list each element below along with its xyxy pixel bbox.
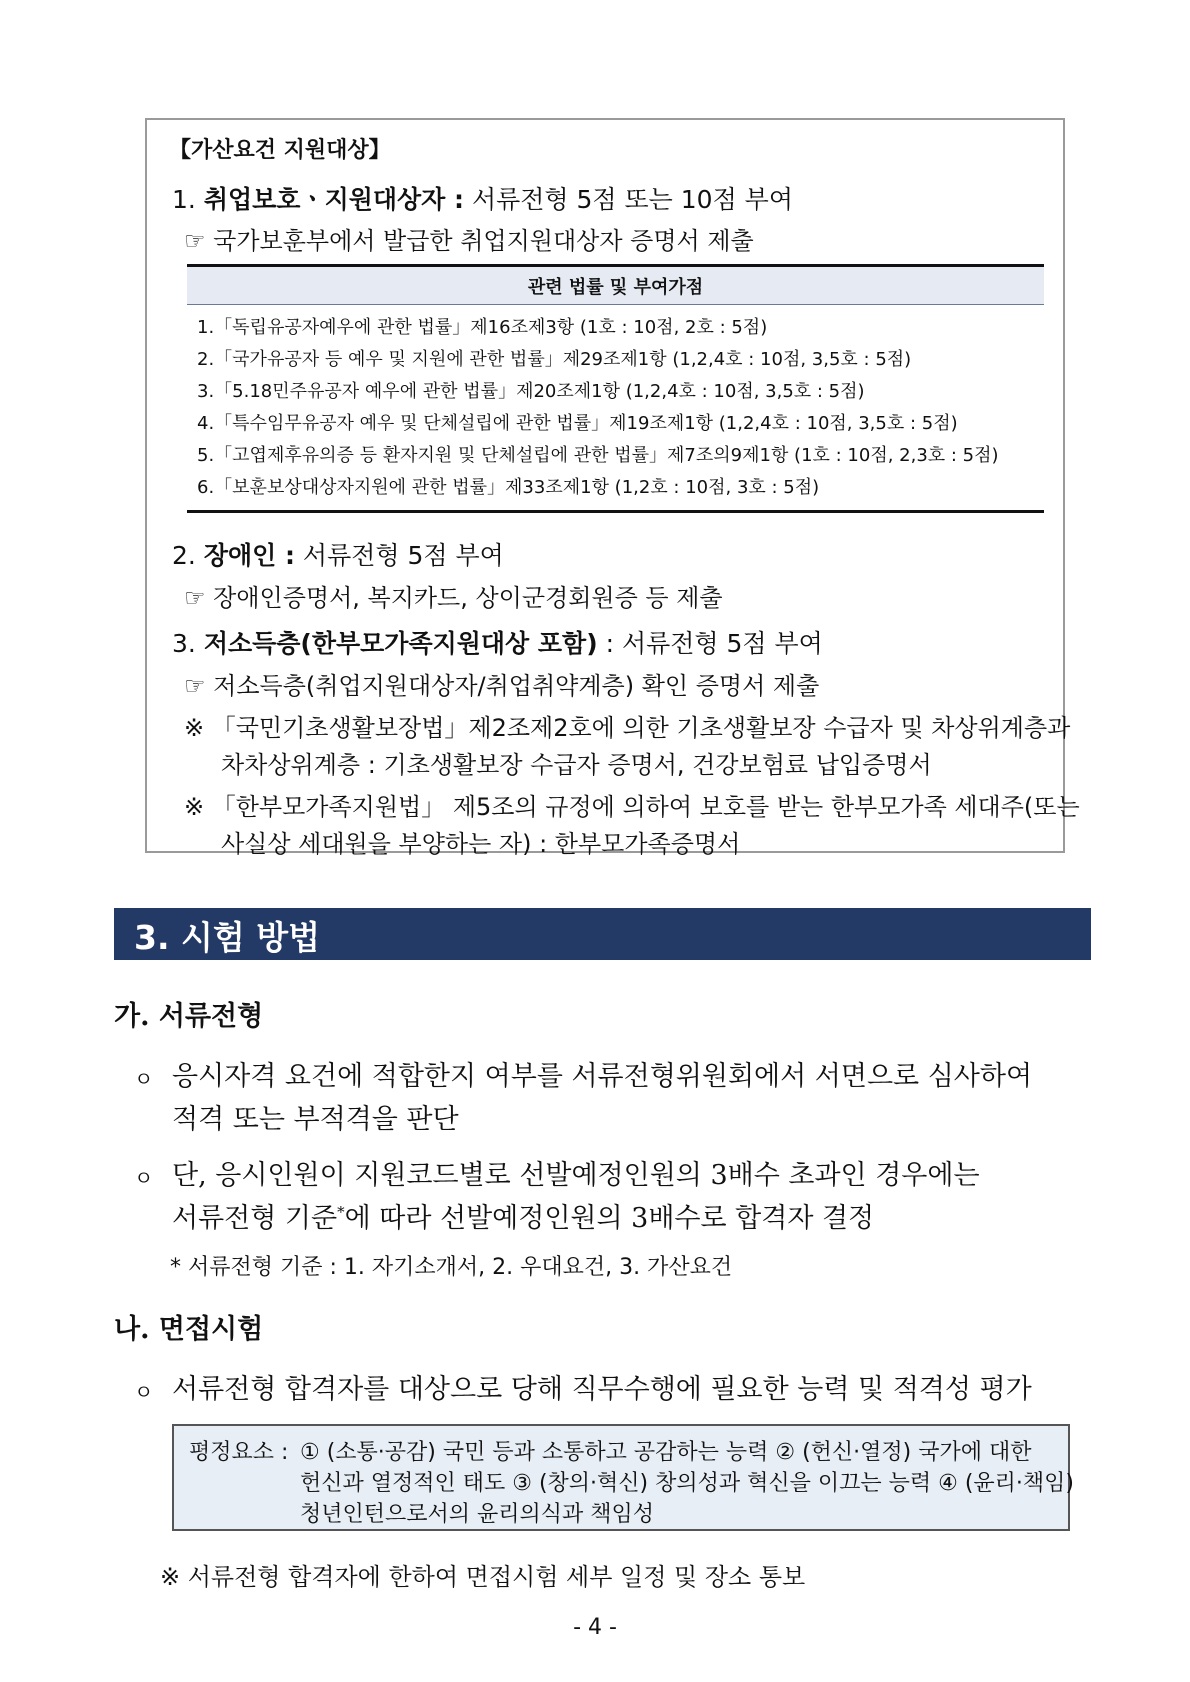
- bullet-icon: ㅇ: [134, 1067, 154, 1091]
- item-3-note: ☞ 저소득층(취업지원대상자/취업취약계층) 확인 증명서 제출: [184, 672, 820, 700]
- law-item-5: 5.「고엽제후유의증 등 환자지원 및 단체설립에 관한 법률」제7조의9제1항 (1호 : 10점, 2,3호 : 5점): [197, 445, 999, 466]
- footnote-marker: *: [337, 1203, 345, 1221]
- evaluation-line-3: 청년인턴으로서의 윤리의식과 책임성: [300, 1502, 655, 1527]
- law-item-3: 3.「5.18민주유공자 예우에 관한 법률」제20조제1항 (1,2,4호 : 10점, 3,5호 : 5점): [197, 381, 865, 402]
- criteria-rest: 에 따라 선발예정인원의 3배수로 합격자 결정: [344, 1203, 875, 1234]
- item-3-text: : 서류전형 5점 부여: [605, 629, 823, 658]
- section-title: 3. 시험 방법: [134, 918, 320, 957]
- item-3-reference-1b: 차차상위계층 : 기초생활보장 수급자 증명서, 건강보험료 납입증명서: [221, 751, 932, 779]
- subsection-b-para-1: 서류전형 합격자를 대상으로 당해 직무수행에 필요한 능력 및 적격성 평가: [172, 1374, 1032, 1405]
- law-table-bottom-rule: [187, 510, 1044, 513]
- item-1-heading: 취업보호ㆍ지원대상자 :: [203, 185, 465, 214]
- item-2-note: ☞ 장애인증명서, 복지카드, 상이군경회원증 등 제출: [184, 584, 723, 612]
- interview-notice: ※ 서류전형 합격자에 한하여 면접시험 세부 일정 및 장소 통보: [160, 1563, 806, 1591]
- subsection-a-para-1a: 응시자격 요건에 적합한지 여부를 서류전형위원회에서 서면으로 심사하여: [172, 1061, 1033, 1092]
- criteria-term: 서류전형 기준: [172, 1203, 338, 1234]
- item-1: [172, 180, 793, 216]
- evaluation-label: 평정요소 :: [189, 1440, 289, 1465]
- item-3-heading: 저소득층(한부모가족지원대상 포함): [203, 629, 598, 658]
- page-number: - 4 -: [573, 1615, 617, 1640]
- item-2: [172, 536, 504, 572]
- box-title: 【가산요건 지원대상】: [169, 138, 391, 163]
- bullet-icon: ㅇ: [134, 1166, 154, 1190]
- item-3-reference-2a: ※ 「한부모가족지원법」 제5조의 규정에 의하여 보호를 받는 한부모가족 세대주(또는: [184, 793, 1080, 821]
- item-3-reference-2b: 사실상 세대원을 부양하는 자) : 한부모가족증명서: [221, 830, 741, 858]
- item-2-text: 서류전형 5점 부여: [302, 541, 504, 570]
- subsection-a-para-2a: 단, 응시인원이 지원코드별로 선발예정인원의 3배수 초과인 경우에는: [172, 1160, 980, 1191]
- item-3-reference-1a: ※ 「국민기초생활보장법」제2조제2호에 의한 기초생활보장 수급자 및 차상위계층과: [184, 714, 1071, 742]
- subsection-a-footnote: * 서류전형 기준 : 1. 자기소개서, 2. 우대요건, 3. 가산요건: [170, 1255, 733, 1280]
- law-item-1: 1.「독립유공자예우에 관한 법률」제16조제3항 (1호 : 10점, 2호 : 5점): [197, 317, 768, 338]
- evaluation-line-1: ① (소통·공감) 국민 등과 소통하고 공감하는 능력 ② (헌신·열정) 국가에 대한: [300, 1440, 1032, 1465]
- subsection-a-title: 가. 서류전형: [114, 1001, 264, 1032]
- law-table-header: 관련 법률 및 부여가점: [187, 267, 1044, 305]
- item-3-number: 3.: [172, 629, 196, 658]
- item-2-heading: 장애인 :: [203, 541, 295, 570]
- item-1-number: 1.: [172, 185, 196, 214]
- bullet-icon: ㅇ: [134, 1380, 154, 1404]
- evaluation-line-2: 헌신과 열정적인 태도 ③ (창의·혁신) 창의성과 혁신을 이끄는 능력 ④ (윤리·책임): [300, 1471, 1075, 1496]
- law-item-4: 4.「특수임무유공자 예우 및 단체설립에 관한 법률」제19조제1항 (1,2,4호 : 10점, 3,5호 : 5점): [197, 413, 958, 434]
- subsection-a-para-1b: 적격 또는 부적격을 판단: [172, 1104, 459, 1135]
- item-1-text: 서류전형 5점 또는 10점 부여: [471, 185, 793, 214]
- subsection-b-title: 나. 면접시험: [114, 1314, 264, 1345]
- law-item-2: 2.「국가유공자 등 예우 및 지원에 관한 법률」제29조제1항 (1,2,4호 : 10점, 3,5호 : 5점): [197, 349, 912, 370]
- law-item-6: 6.「보훈보상대상자지원에 관한 법률」제33조제1항 (1,2호 : 10점, 3호 : 5점): [197, 477, 820, 498]
- item-2-number: 2.: [172, 541, 196, 570]
- item-1-note: ☞ 국가보훈부에서 발급한 취업지원대상자 증명서 제출: [184, 227, 754, 255]
- item-3: [172, 624, 823, 660]
- subsection-a-para-2b: [172, 1196, 874, 1235]
